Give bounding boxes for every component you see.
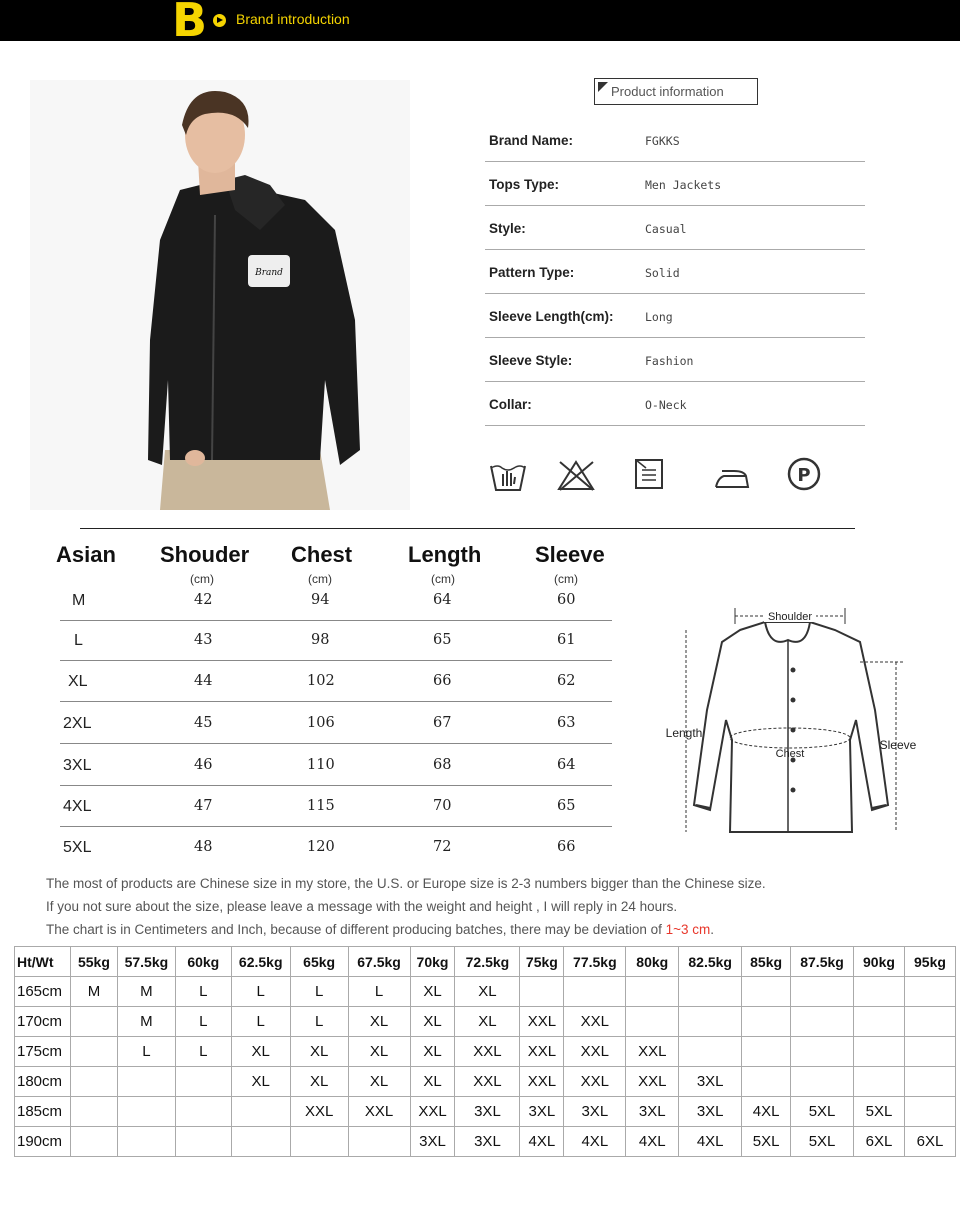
size-cell: 5XL <box>791 1097 854 1127</box>
size-cell <box>904 1007 955 1037</box>
size-cell: 4XL <box>626 1127 679 1157</box>
size-cell: 102 <box>307 673 335 689</box>
weight-cell: 90kg <box>854 947 905 977</box>
size-cell <box>70 1097 117 1127</box>
size-cell <box>742 1067 791 1097</box>
size-cell: XXL <box>520 1037 564 1067</box>
size-cell: 66 <box>433 673 452 689</box>
size-cell: XL <box>290 1037 348 1067</box>
size-cell: 45 <box>194 715 213 731</box>
info-key: Pattern Type: <box>489 265 575 280</box>
diagram-sleeve-label: Sleeve <box>879 738 917 752</box>
size-cell <box>626 1007 679 1037</box>
size-note-1: The most of products are Chinese size in my store, the U.S. or Europe size is 2-3 numbers bigger than the Chinese size. <box>46 876 766 891</box>
size-cell: XXL <box>455 1037 520 1067</box>
size-cell: XXL <box>520 1067 564 1097</box>
banner-title: Brand introduction <box>236 11 350 27</box>
size-cell <box>854 1007 905 1037</box>
size-cell <box>117 1127 175 1157</box>
size-cell: 6XL <box>904 1127 955 1157</box>
size-cell <box>742 1037 791 1067</box>
weight-cell: 62.5kg <box>231 947 290 977</box>
size-cell: 67 <box>433 715 452 731</box>
size-cell <box>626 977 679 1007</box>
info-key: Sleeve Length(cm): <box>489 309 614 324</box>
table-row <box>15 977 956 1007</box>
size-cell: 43 <box>194 632 213 648</box>
size-cell: 3XL <box>455 1127 520 1157</box>
size-cell: 64 <box>433 592 452 608</box>
weight-cell: 57.5kg <box>117 947 175 977</box>
size-cell: 42 <box>194 592 213 608</box>
unit-label: (cm) <box>308 572 332 586</box>
size-cell: XXL <box>410 1097 455 1127</box>
product-info-row <box>485 118 865 162</box>
dry-clean-p-icon <box>786 456 826 494</box>
weight-cell: 85kg <box>742 947 791 977</box>
diagram-shoulder-label: Shoulder <box>767 611 813 623</box>
size-cell: XL <box>455 977 520 1007</box>
table-row <box>15 1037 956 1067</box>
size-cell: 62 <box>557 673 576 689</box>
size-header: Shouder <box>160 542 250 567</box>
unit-label: (cm) <box>554 572 578 586</box>
product-info-table <box>485 118 865 426</box>
info-key: Collar: <box>489 397 532 412</box>
weight-cell: 55kg <box>70 947 117 977</box>
size-cell: 3XL <box>679 1067 742 1097</box>
size-row <box>60 620 612 661</box>
size-cell: 5XL <box>63 839 92 856</box>
size-cell: 4XL <box>679 1127 742 1157</box>
size-cell: 6XL <box>854 1127 905 1157</box>
svg-text:P: P <box>797 465 811 486</box>
size-row <box>60 661 612 702</box>
size-cell: XL <box>410 1007 455 1037</box>
size-cell <box>231 1097 290 1127</box>
size-cell: 94 <box>311 592 330 608</box>
height-cell: 190cm <box>15 1127 71 1157</box>
table-header-row <box>15 947 956 977</box>
iron-icon <box>712 456 752 494</box>
weight-cell: 70kg <box>410 947 455 977</box>
unit-label: (cm) <box>190 572 214 586</box>
weight-cell: 77.5kg <box>564 947 626 977</box>
info-value: Long <box>645 310 673 324</box>
table-row <box>15 1007 956 1037</box>
size-cell <box>70 1067 117 1097</box>
size-cell: 60 <box>557 592 576 608</box>
size-cell <box>904 1067 955 1097</box>
size-cell: XXL <box>564 1007 626 1037</box>
table-row <box>15 1097 956 1127</box>
svg-text:Brand: Brand <box>255 268 283 278</box>
size-cell: 120 <box>307 839 335 855</box>
size-cell <box>175 1097 231 1127</box>
size-cell: 65 <box>433 632 452 648</box>
size-cell: M <box>70 977 117 1007</box>
no-bleach-icon <box>556 456 596 494</box>
size-cell <box>175 1127 231 1157</box>
size-cell <box>70 1127 117 1157</box>
size-cell <box>290 1127 348 1157</box>
size-cell: 106 <box>307 715 335 731</box>
size-cell: XXL <box>626 1037 679 1067</box>
size-cell <box>175 1067 231 1097</box>
size-cell: 66 <box>557 839 576 855</box>
weight-cell: 87.5kg <box>791 947 854 977</box>
info-value: Men Jackets <box>645 178 722 192</box>
size-cell: 98 <box>311 632 330 648</box>
size-cell: XL <box>410 1037 455 1067</box>
size-cell: XL <box>410 977 455 1007</box>
measurement-diagram <box>660 600 920 845</box>
size-cell <box>904 977 955 1007</box>
size-cell <box>791 977 854 1007</box>
weight-cell: 82.5kg <box>679 947 742 977</box>
size-cell: 3XL <box>410 1127 455 1157</box>
play-icon <box>213 14 226 27</box>
size-row <box>60 703 612 744</box>
size-cell <box>679 1037 742 1067</box>
size-cell: XL <box>290 1067 348 1097</box>
table-row <box>15 1067 956 1097</box>
size-cell: L <box>348 977 410 1007</box>
product-photo <box>30 80 410 510</box>
size-cell: 5XL <box>742 1127 791 1157</box>
note-3-text: The chart is in Centimeters and Inch, because of different producing batches, there may be deviation of <box>46 922 666 937</box>
size-cell <box>520 977 564 1007</box>
size-cell <box>679 977 742 1007</box>
height-cell: 165cm <box>15 977 71 1007</box>
size-cell <box>854 977 905 1007</box>
size-cell: 4XL <box>742 1097 791 1127</box>
unit-label: (cm) <box>431 572 455 586</box>
size-cell <box>791 1037 854 1067</box>
height-weight-table <box>14 946 956 1157</box>
jacket-model-image <box>30 80 410 510</box>
product-info-row <box>485 250 865 294</box>
size-cell: L <box>231 977 290 1007</box>
size-cell: L <box>117 1037 175 1067</box>
size-cell: 115 <box>307 798 335 814</box>
size-cell: 3XL <box>455 1097 520 1127</box>
size-header: Asian <box>56 542 116 567</box>
size-cell: 61 <box>557 632 576 648</box>
info-value: Solid <box>645 266 680 280</box>
size-cell: 65 <box>557 798 576 814</box>
info-key: Tops Type: <box>489 177 559 192</box>
size-cell: XXL <box>455 1067 520 1097</box>
size-cell: 3XL <box>626 1097 679 1127</box>
size-cell: XL <box>231 1037 290 1067</box>
hand-wash-icon <box>488 456 528 494</box>
size-cell: 5XL <box>791 1127 854 1157</box>
size-cell <box>791 1007 854 1037</box>
product-information-title <box>594 78 758 105</box>
size-row <box>60 580 612 621</box>
size-cell: XL <box>348 1037 410 1067</box>
deviation-value: 1~3 cm <box>665 922 711 937</box>
size-cell: L <box>290 977 348 1007</box>
size-cell: M <box>117 977 175 1007</box>
product-info-row <box>485 206 865 250</box>
weight-cell: 65kg <box>290 947 348 977</box>
size-cell <box>742 1007 791 1037</box>
info-value: Casual <box>645 222 687 236</box>
size-cell: 44 <box>194 673 213 689</box>
height-cell: 185cm <box>15 1097 71 1127</box>
size-cell <box>904 1037 955 1067</box>
size-cell <box>854 1067 905 1097</box>
size-cell: L <box>175 1037 231 1067</box>
height-cell: 170cm <box>15 1007 71 1037</box>
size-cell: 4XL <box>520 1127 564 1157</box>
note-3-end: . <box>710 922 715 937</box>
size-cell: XL <box>231 1067 290 1097</box>
size-row <box>60 745 612 786</box>
banner-letter: B <box>172 0 208 47</box>
size-cell: XL <box>410 1067 455 1097</box>
size-cell: 48 <box>194 839 213 855</box>
size-cell: 72 <box>433 839 452 855</box>
size-cell: XXL <box>290 1097 348 1127</box>
size-cell: 4XL <box>564 1127 626 1157</box>
size-cell: XL <box>348 1067 410 1097</box>
size-cell <box>791 1067 854 1097</box>
size-cell: L <box>175 977 231 1007</box>
size-cell: L <box>231 1007 290 1037</box>
size-cell: 5XL <box>854 1097 905 1127</box>
weight-cell: 80kg <box>626 947 679 977</box>
product-info-row <box>485 162 865 206</box>
size-cell <box>854 1037 905 1067</box>
size-cell: 110 <box>307 757 335 773</box>
diagram-chest-label: Chest <box>775 748 805 760</box>
size-cell: 63 <box>557 715 576 731</box>
diagram-length-label: Length <box>665 726 703 740</box>
size-cell: M <box>72 592 86 609</box>
info-value: O-Neck <box>645 398 687 412</box>
size-cell: 2XL <box>63 715 92 732</box>
size-cell: 3XL <box>564 1097 626 1127</box>
weight-cell: 67.5kg <box>348 947 410 977</box>
size-cell: XXL <box>520 1007 564 1037</box>
size-cell <box>679 1007 742 1037</box>
product-info-row <box>485 294 865 338</box>
size-cell: XXL <box>626 1067 679 1097</box>
size-cell: 3XL <box>520 1097 564 1127</box>
size-cell: L <box>290 1007 348 1037</box>
size-cell <box>564 977 626 1007</box>
weight-cell: 72.5kg <box>455 947 520 977</box>
size-cell <box>70 1007 117 1037</box>
size-cell: L <box>74 632 83 649</box>
size-row <box>60 786 612 827</box>
size-cell: M <box>117 1007 175 1037</box>
size-cell: 70 <box>433 798 452 814</box>
size-note-2: If you not sure about the size, please leave a message with the weight and height , I will reply in 24 hours. <box>46 899 678 914</box>
info-key: Style: <box>489 221 526 236</box>
info-value: Fashion <box>645 354 694 368</box>
info-value: FGKKS <box>645 134 680 148</box>
size-cell: L <box>175 1007 231 1037</box>
size-cell <box>231 1127 290 1157</box>
corner-triangle-icon <box>598 82 608 92</box>
product-information-label: Product information <box>611 84 724 99</box>
size-header: Sleeve <box>535 542 605 567</box>
size-cell: 3XL <box>63 757 92 774</box>
size-cell: 64 <box>557 757 576 773</box>
product-info-row <box>485 338 865 382</box>
size-cell: XXL <box>348 1097 410 1127</box>
size-cell <box>742 977 791 1007</box>
size-cell: 68 <box>433 757 452 773</box>
section-divider <box>80 528 855 529</box>
size-header: Chest <box>291 542 353 567</box>
size-cell <box>348 1127 410 1157</box>
size-cell: 47 <box>194 798 213 814</box>
table-row <box>15 1127 956 1157</box>
height-cell: 180cm <box>15 1067 71 1097</box>
size-cell <box>117 1067 175 1097</box>
corner-cell: Ht/Wt <box>15 947 71 977</box>
size-cell: 46 <box>194 757 213 773</box>
info-key: Brand Name: <box>489 133 574 148</box>
height-cell: 175cm <box>15 1037 71 1067</box>
weight-cell: 75kg <box>520 947 564 977</box>
brand-banner <box>0 0 960 47</box>
size-cell <box>117 1097 175 1127</box>
size-note-3 <box>46 922 714 937</box>
size-cell <box>904 1097 955 1127</box>
size-row <box>60 827 612 868</box>
size-cell <box>70 1037 117 1067</box>
product-info-row <box>485 382 865 426</box>
size-cell: 3XL <box>679 1097 742 1127</box>
size-cell: 4XL <box>63 798 92 815</box>
size-cell: XL <box>348 1007 410 1037</box>
info-key: Sleeve Style: <box>489 353 573 368</box>
line-dry-icon <box>632 456 672 494</box>
size-cell: XXL <box>564 1067 626 1097</box>
size-cell: XL <box>68 673 88 690</box>
size-cell: XXL <box>564 1037 626 1067</box>
height-weight-body <box>15 947 956 1157</box>
size-cell: XL <box>455 1007 520 1037</box>
weight-cell: 60kg <box>175 947 231 977</box>
weight-cell: 95kg <box>904 947 955 977</box>
size-header: Length <box>408 542 482 567</box>
